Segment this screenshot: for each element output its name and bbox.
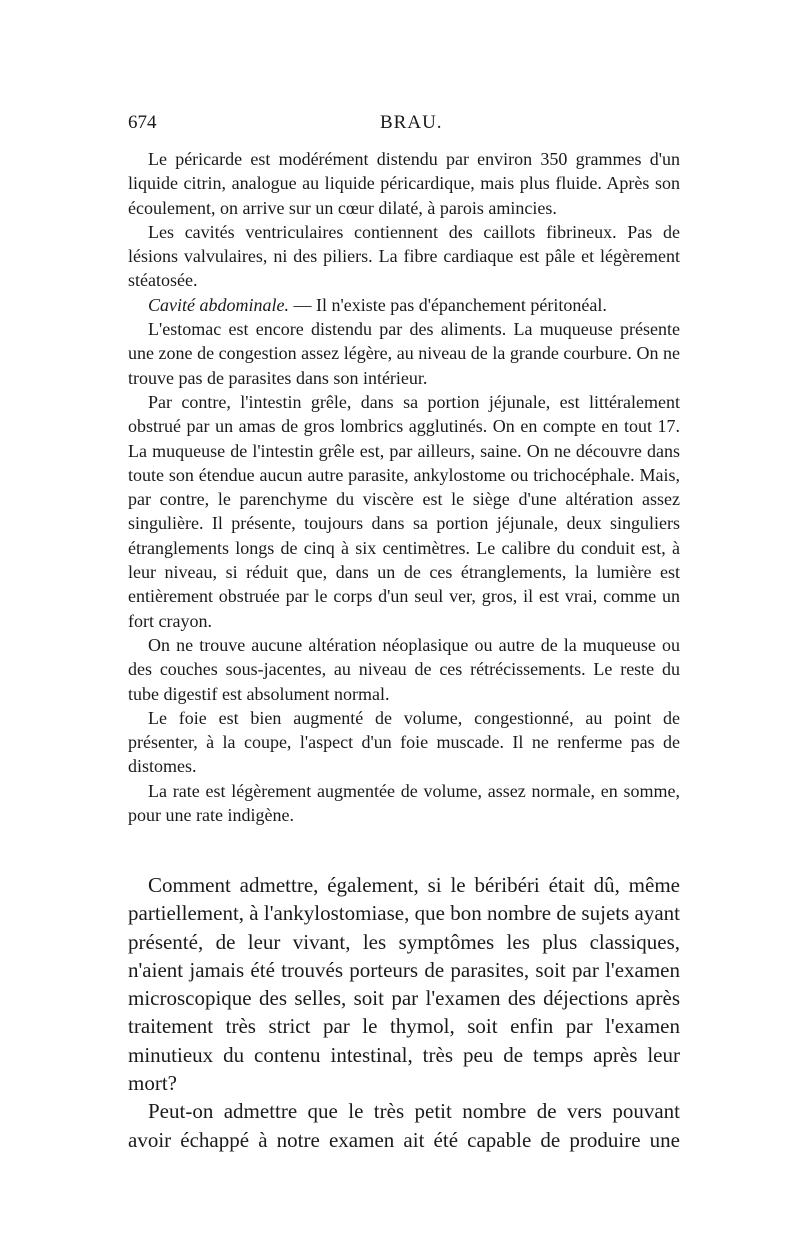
page-number: 674	[128, 112, 157, 133]
page-header	[128, 112, 680, 140]
paragraph-spleen: La rate est légèrement augmentée de volume, assez normale, en somme, pour une rate indigène.	[128, 780, 680, 826]
paragraph-abdominal-cavity	[128, 293, 680, 317]
paragraph-discussion-ankylostomiasis: Comment admettre, également, si le béribéri était dû, même partiellement, à l'ankylostomiase, que bon nombre de sujets ayant présenté, de leur vivant, les symptômes les plus classiques, n'aient jamais été trouvés porteurs de parasites, soit par l'examen microscopique des selles, soit par l'examen des déjections après traitement très strict par le thymol, soit enfin par l'examen minutieux du contenu intestinal, très peu de temps après leur mort?	[128, 873, 680, 1096]
paragraph-intestine: Par contre, l'intestin grêle, dans sa portion jéjunale, est littéralement obstrué par un amas de gros lombrics agglutinés. On en compte en tout 17. La muqueuse de l'intestin grêle est, par ailleurs, saine. On ne découvre dans toute son étendue aucun autre parasite, ankylostome ou trichocéphale. Mais, par contre, le parenchyme du viscère est le siège d'une altération assez singulière. Il présente, toujours dans sa portion jéjunale, deux singuliers étranglements longs de cinq à six centimètres. Le calibre du conduit est, à leur niveau, si réduit que, dans un de ces étranglements, la lumière est entièrement obstruée par le corps d'un seul ver, gros, il est vrai, comme un fort crayon.	[128, 391, 680, 631]
running-head-author: BRAU.	[380, 112, 443, 133]
paragraph-discussion-worms: Peut-on admettre que le très petit nombre de vers pouvant avoir échappé à notre examen ait été capable de produire une	[128, 1099, 680, 1152]
paragraph-pericardium: Le péricarde est modérément distendu par environ 350 grammes d'un liquide citrin, analogue au liquide péricardique, mais plus fluide. Après son écoulement, on arrive sur un cœur dilaté, à parois amincies.	[128, 149, 680, 218]
paragraph-ventricles: Les cavités ventriculaires contiennent des caillots fibrineux. Pas de lésions valvulaires, ni des piliers. La fibre cardiaque est pâle et légèrement stéatosée.	[128, 221, 680, 291]
section-heading-abdominal-cavity: Cavité abdominale.	[148, 294, 289, 315]
discussion-section	[128, 871, 680, 1154]
paragraph-mucosa: On ne trouve aucune altération néoplasique ou autre de la muqueuse ou des couches sous-jacentes, au niveau de ces rétrécissements. Le reste du tube digestif est absolument normal.	[128, 634, 680, 704]
autopsy-report-section	[128, 147, 680, 827]
paragraph-stomach: L'estomac est encore distendu par des aliments. La muqueuse présente une zone de congestion assez légère, au niveau de la grande courbure. On ne trouve pas de parasites dans son intérieur.	[128, 319, 680, 388]
paragraph-liver: Le foie est bien augmenté de volume, congestionné, au point de présenter, à la coupe, l'aspect d'un foie muscade. Il ne renferme pas de distomes.	[128, 707, 680, 777]
abdominal-cavity-text: — Il n'existe pas d'épanchement péritonéal.	[288, 294, 607, 315]
